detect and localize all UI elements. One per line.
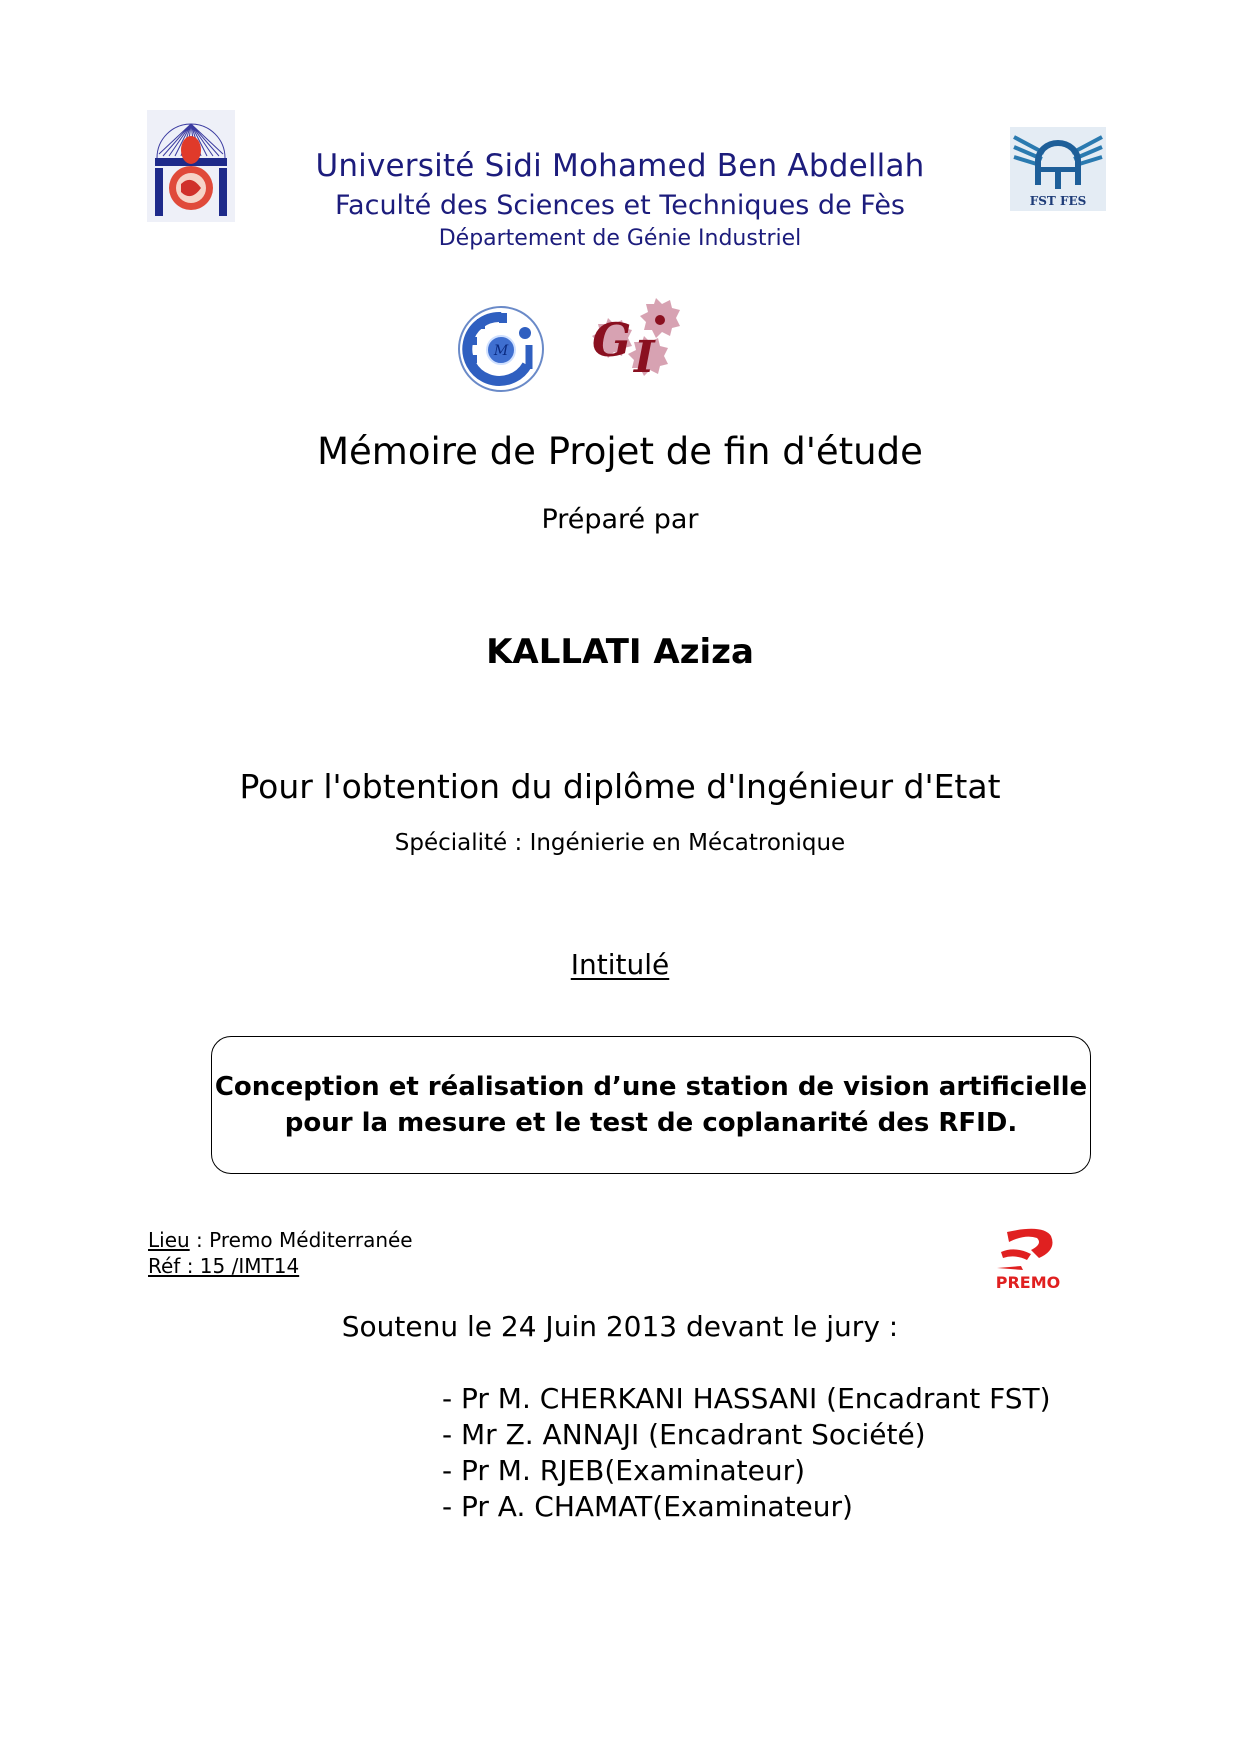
jury-member: - Pr A. CHAMAT(Examinateur) xyxy=(442,1490,853,1523)
subject-box xyxy=(211,1036,1091,1174)
diploma-statement: Pour l'obtention du diplôme d'Ingénieur d'Etat xyxy=(239,767,1001,806)
jury-member: - Pr M. CHERKANI HASSANI (Encadrant FST) xyxy=(442,1382,1051,1415)
svg-text:I: I xyxy=(634,332,655,383)
premo-logo xyxy=(985,1222,1071,1292)
location-info xyxy=(148,1227,413,1279)
faculty-name: Faculté des Sciences et Techniques de Fès xyxy=(335,190,905,221)
prepared-by-label: Préparé par xyxy=(541,504,699,535)
svg-text:M: M xyxy=(493,343,509,359)
svg-text:G: G xyxy=(592,313,632,367)
department-name: Département de Génie Industriel xyxy=(438,226,802,251)
fst-fes-logo xyxy=(1010,127,1106,211)
location-label: Lieu xyxy=(148,1228,190,1252)
jury-member: - Pr M. RJEB(Examinateur) xyxy=(442,1454,806,1487)
reference: Réf : 15 /IMT14 xyxy=(148,1254,300,1278)
specialty: Spécialité : Ingénierie en Mécatronique xyxy=(394,830,846,856)
subject-line-2: pour la mesure et le test de coplanarité des RFID. xyxy=(284,1108,1018,1138)
subject-line-1: Conception et réalisation d’une station de vision artificielle xyxy=(214,1072,1088,1102)
mecatronique-mi-logo xyxy=(455,303,547,395)
jury-member: - Mr Z. ANNAJI (Encadrant Société) xyxy=(442,1418,926,1451)
subject-label: Intitulé xyxy=(570,948,670,981)
jury-list xyxy=(442,1381,1051,1525)
svg-text:FST FES: FST FES xyxy=(1029,194,1087,208)
document-title: Mémoire de Projet de fin d'étude xyxy=(317,430,923,473)
svg-text:PREMO: PREMO xyxy=(995,1273,1061,1292)
university-name: Université Sidi Mohamed Ben Abdellah xyxy=(315,148,925,184)
location-value: : Premo Méditerranée xyxy=(189,1228,413,1252)
genie-industriel-gi-logo xyxy=(578,296,688,392)
defense-statement: Soutenu le 24 Juin 2013 devant le jury : xyxy=(341,1310,899,1343)
author-name: KALLATI Aziza xyxy=(486,632,754,672)
